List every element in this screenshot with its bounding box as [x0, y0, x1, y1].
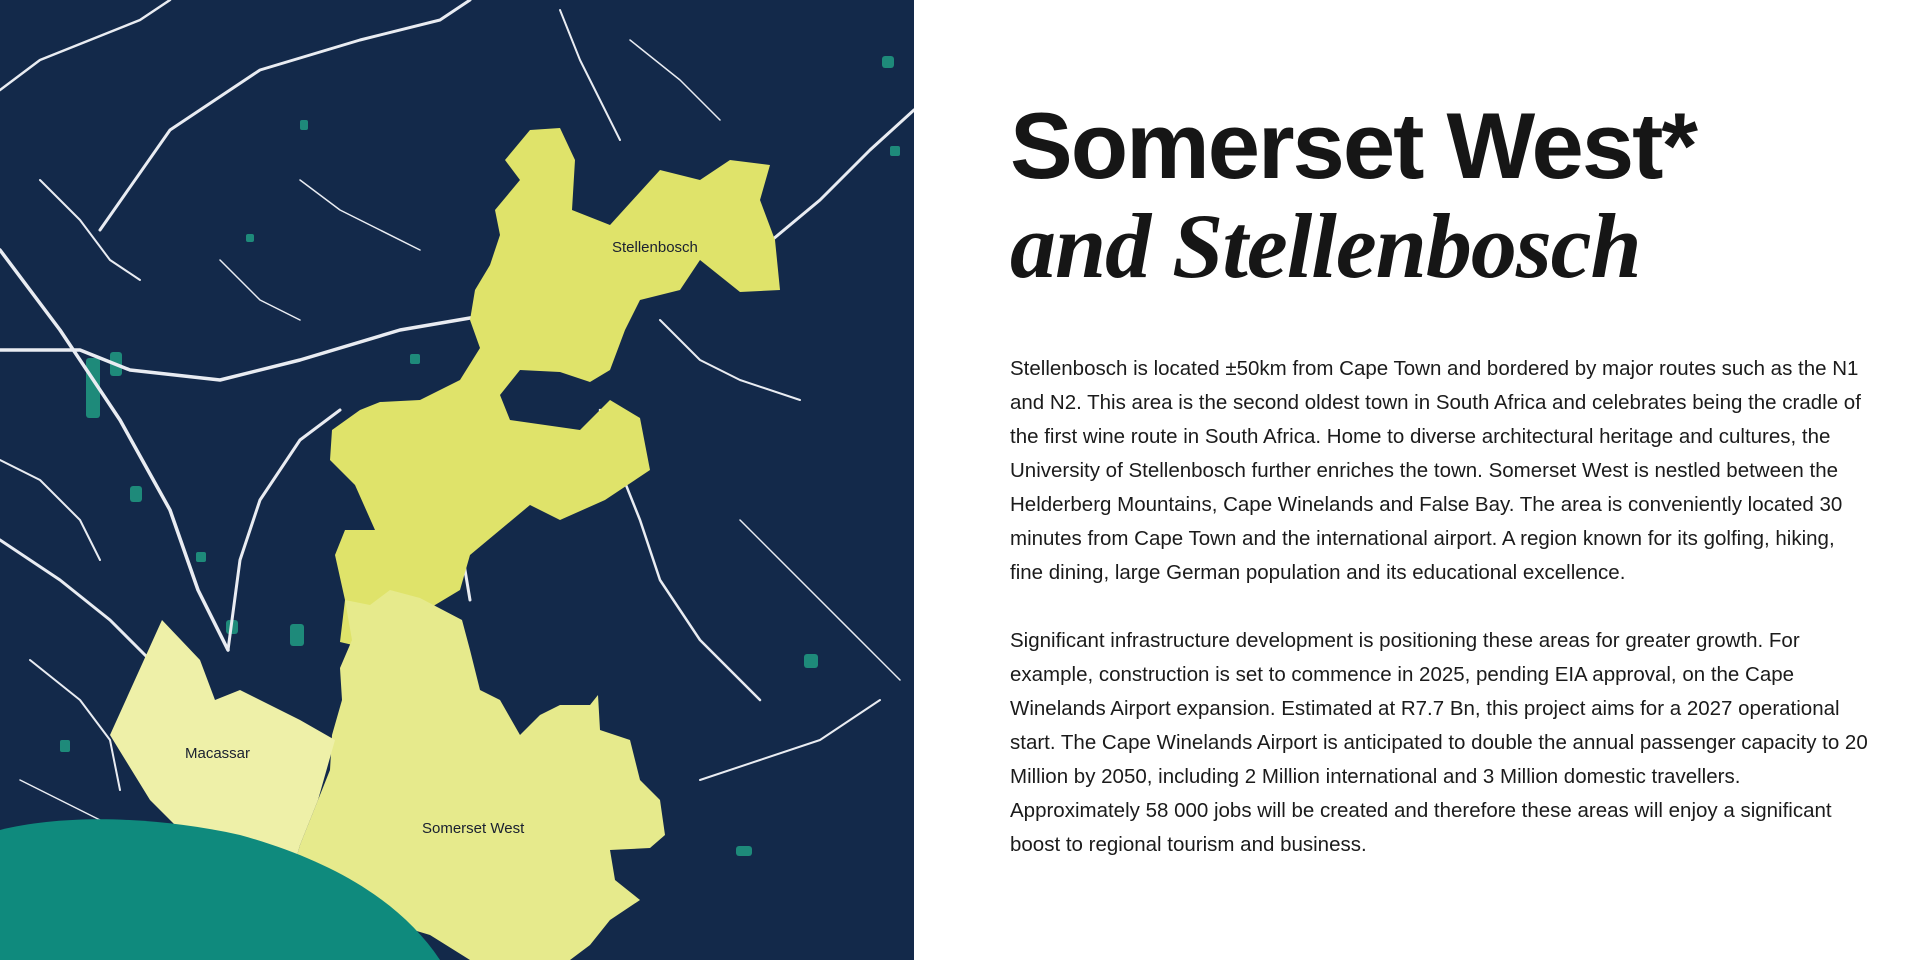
- body-copy: [1010, 352, 1870, 862]
- macassar-label: Macassar: [185, 745, 251, 762]
- region-map: [0, 0, 914, 960]
- stellenbosch-label: Stellenbosch: [612, 239, 698, 256]
- text-panel: [1010, 93, 1870, 896]
- map-panel: [0, 0, 914, 960]
- somerset-west-label: Somerset West: [422, 820, 525, 837]
- paragraph-intro: Stellenbosch is located ±50km from Cape Town and bordered by major routes such as the N1 and N2. This area is the second oldest town in South Africa and celebrates being the cradle of the first wine route in South Africa. Home to diverse architectural heritage and cultures, the University of Stellenbosch further enriches the town. Somerset West is nestled between the Helderberg Mountains, Cape Winelands and False Bay. The area is conveniently located 30 minutes from Cape Town and the international airport. A region known for its golfing, hiking, fine dining, large German population and its educational excellence.: [1010, 357, 1861, 584]
- page-title: Somerset West*: [1010, 93, 1696, 198]
- paragraph-infrastructure: Significant infrastructure development is positioning these areas for greater growth. For example, construction is set to commence in 2025, pending EIA approval, on the Cape Winelands Airport expansion. Estimated at R7.7 Bn, this project aims for a 2027 operational start. The Cape Winelands Airport is anticipated to double the annual passenger capacity to 20 Million by 2050, including 2 Million international and 3 Million domestic travellers. Approximately 58 000 jobs will be created and therefore these areas will enjoy a significant boost to regional tourism and business.: [1010, 629, 1868, 856]
- page-subtitle: and Stellenbosch: [1010, 195, 1641, 297]
